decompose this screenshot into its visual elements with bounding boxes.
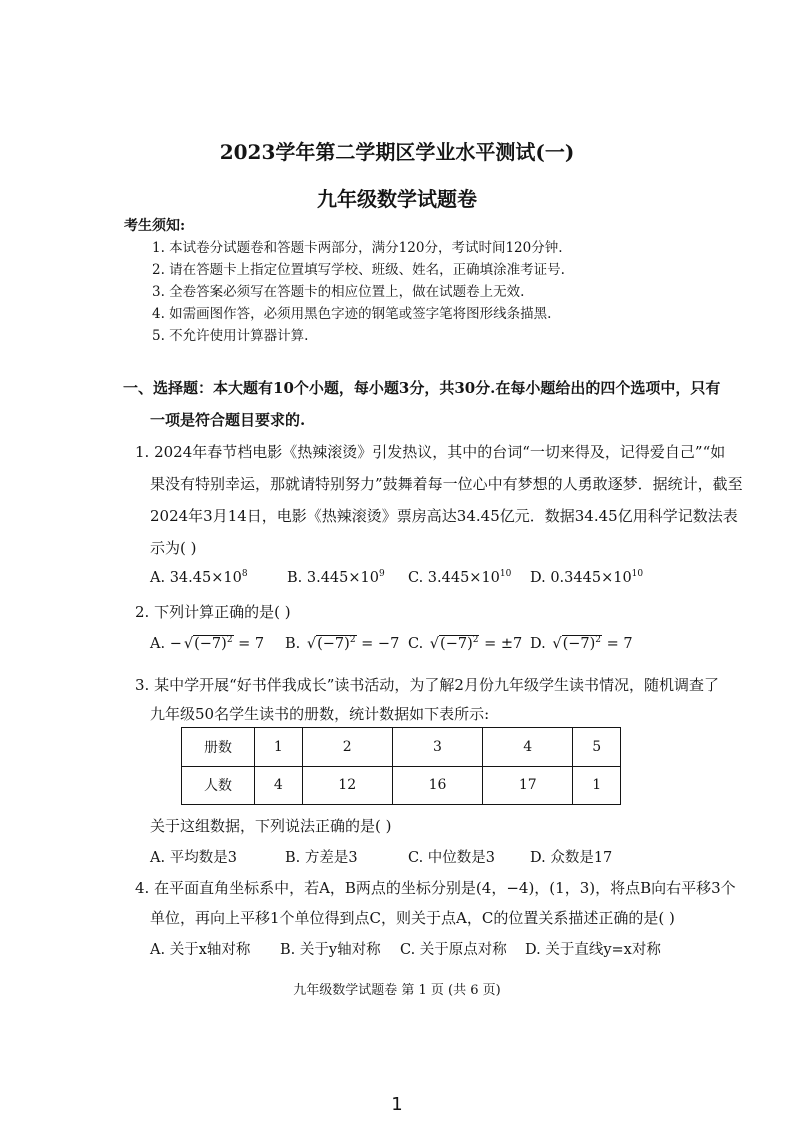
option-label: D. [530, 635, 546, 652]
option-label: B. [287, 569, 303, 586]
q1-line: 2024年3月14日，电影《热辣滚烫》票房高达34.45亿元．数据34.45亿用科学记数法表 [150, 507, 738, 525]
radicand-base: (−7) [440, 635, 473, 652]
note-item: 1. 本试卷分试题卷和答题卡两部分，满分120分，考试时间120分钟. [152, 240, 563, 256]
page-footer: 九年级数学试题卷 第 1 页 (共 6 页) [293, 983, 501, 998]
q4-option-c: C. 关于原点对称 [400, 942, 507, 958]
table-cell: 3 [392, 728, 482, 767]
table-row [182, 728, 621, 767]
exam-title: 2023学年第二学期区学业水平测试(一) [219, 140, 575, 164]
table-cell: 17 [483, 766, 573, 805]
table-cell: 1 [573, 766, 621, 805]
q1-option-a [150, 569, 248, 586]
table-cell: 1 [255, 728, 303, 767]
table-row [182, 766, 621, 805]
radicand-exponent: 2 [595, 635, 602, 645]
table-cell: 4 [483, 728, 573, 767]
q4-option-a: A. 关于x轴对称 [150, 942, 251, 958]
note-item: 3. 全卷答案必须写在答题卡的相应位置上，做在试题卷上无效. [152, 284, 525, 300]
q4-line: 4. 在平面直角坐标系中，若A，B两点的坐标分别是(4，−4)，(1，3)，将点B向右平移3个 [135, 879, 736, 897]
q2-option-d [530, 635, 633, 652]
q2-option-c [408, 635, 522, 652]
q2-option-a [150, 635, 264, 652]
q1-line: 果没有特别幸运，那就请特别努力”鼓舞着每一位心中有梦想的人勇敢逐梦．据统计，截至 [150, 475, 743, 493]
option-rhs: = 7 [606, 635, 633, 652]
sqrt-expression [182, 635, 234, 652]
radical-sign-icon: √ [183, 635, 194, 652]
option-exponent: 9 [379, 569, 385, 579]
exam-subtitle: 九年级数学试题卷 [317, 187, 477, 211]
note-item: 2. 请在答题卡上指定位置填写学校、班级、姓名，正确填涂准考证号. [152, 262, 565, 278]
q4-option-d: D. 关于直线y=x对称 [525, 942, 661, 958]
option-label: D. [530, 569, 546, 586]
note-item: 5. 不允许使用计算器计算. [152, 328, 309, 344]
option-label: B. [285, 635, 301, 652]
page-number: 1 [391, 1094, 403, 1115]
data-table [181, 727, 621, 805]
option-base: 0.3445×10 [550, 569, 632, 586]
q3-stem: 关于这组数据，下列说法正确的是( ) [150, 817, 392, 835]
q3-line: 九年级50名学生读书的册数，统计数据如下表所示: [150, 705, 490, 723]
option-label: C. [408, 569, 424, 586]
table-cell: 册数 [182, 728, 255, 767]
section-heading-line1: 一、选择题：本大题有10个小题，每小题3分，共30分.在每小题给出的四个选项中，只有 [123, 379, 721, 397]
sqrt-expression [428, 635, 480, 652]
q1-option-d [530, 569, 643, 586]
option-label: A. [150, 635, 166, 652]
table-cell: 5 [573, 728, 621, 767]
option-label: A. [150, 569, 166, 586]
q2-stem: 2. 下列计算正确的是( ) [135, 603, 291, 621]
q3-option-a: A. 平均数是3 [150, 850, 237, 866]
option-rhs: = −7 [361, 635, 400, 652]
radical-sign-icon: √ [306, 635, 317, 652]
q1-line: 1. 2024年春节档电影《热辣滚烫》引发热议，其中的台词“一切来得及，记得爱自己”“如 [135, 443, 726, 461]
radicand-exponent: 2 [226, 635, 233, 645]
radicand-base: (−7) [562, 635, 596, 652]
notes-heading: 考生须知: [124, 218, 186, 234]
option-exponent: 8 [241, 569, 248, 579]
sqrt-expression [550, 635, 602, 652]
q4-line: 单位，再向上平移1个单位得到点C，则关于点A，C的位置关系描述正确的是( ) [150, 909, 675, 927]
q1-option-c [408, 569, 511, 586]
option-label: C. [408, 635, 424, 652]
radical-sign-icon: √ [552, 635, 562, 652]
minus-sign: − [169, 635, 182, 652]
option-base: 3.445×10 [427, 569, 500, 586]
section-heading-line2: 一项是符合题目要求的. [150, 411, 306, 429]
note-item: 4. 如需画图作答，必须用黑色字迹的钢笔或签字笔将图形线条描黑. [152, 306, 552, 322]
radical-sign-icon: √ [429, 635, 440, 652]
q3-line: 3. 某中学开展“好书伴我成长”读书活动，为了解2月份九年级学生读书情况，随机调查了 [135, 676, 719, 694]
table-cell: 人数 [182, 766, 255, 805]
sqrt-expression [305, 635, 357, 652]
option-base: 3.445×10 [306, 569, 379, 586]
radicand-exponent: 2 [349, 635, 356, 645]
option-exponent: 10 [499, 569, 512, 579]
option-exponent: 10 [631, 569, 644, 579]
option-rhs: = ±7 [484, 635, 523, 652]
table-cell: 16 [392, 766, 482, 805]
radicand-exponent: 2 [472, 635, 479, 645]
table-cell: 12 [302, 766, 392, 805]
q3-option-c: C. 中位数是3 [408, 850, 496, 866]
q2-option-b [285, 635, 399, 652]
q1-option-b [287, 569, 385, 586]
q3-option-d: D. 众数是17 [530, 850, 613, 866]
option-base: 34.45×10 [169, 569, 242, 586]
table-cell: 4 [255, 766, 303, 805]
q1-line: 示为( ) [150, 539, 197, 557]
radicand-base: (−7) [194, 635, 227, 652]
table-cell: 2 [302, 728, 392, 767]
option-rhs: = 7 [238, 635, 265, 652]
q4-option-b: B. 关于y轴对称 [280, 942, 381, 958]
q3-option-b: B. 方差是3 [285, 850, 358, 866]
radicand-base: (−7) [317, 635, 350, 652]
